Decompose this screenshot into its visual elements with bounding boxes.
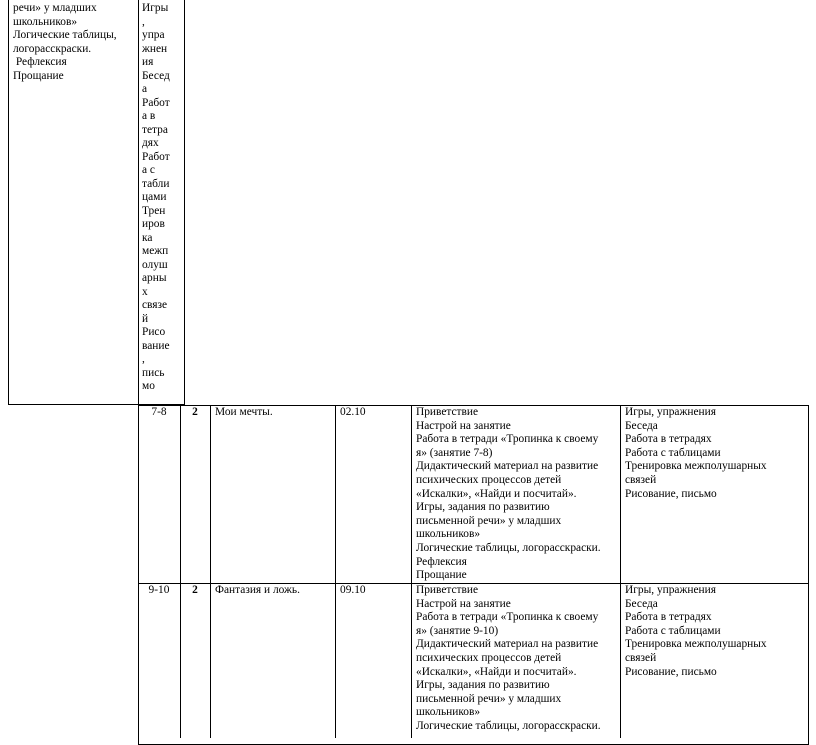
text-line: табли xyxy=(142,177,170,190)
text-line: Логические таблицы, логорасскраски. xyxy=(416,719,601,732)
text-line: связей xyxy=(625,473,657,486)
lesson-topic xyxy=(215,584,333,598)
text-line: Работа в тетради «Тропинка к своему xyxy=(416,433,599,446)
text-line: мо xyxy=(142,380,155,392)
text-line: Работа в тетрадях xyxy=(625,433,712,446)
top-narrow-cell xyxy=(142,2,184,394)
text-line: Дидактический материал на развитие xyxy=(416,460,599,473)
lesson-date-text: 09.10 xyxy=(340,584,366,596)
text-line: Рисование, письмо xyxy=(625,665,717,678)
text-line: Приветствие xyxy=(416,406,479,418)
text-line: Бесед xyxy=(142,69,170,82)
text-line: дях xyxy=(142,137,159,149)
text-line: связе xyxy=(142,299,168,311)
col-divider xyxy=(335,405,336,738)
text-line: Настрой на занятие xyxy=(416,597,511,610)
top-table-divider xyxy=(138,0,139,405)
col-divider xyxy=(411,405,412,738)
lesson-content xyxy=(416,406,618,583)
text-line: я» (занятие 7-8) xyxy=(416,446,493,459)
text-line: ия xyxy=(142,56,154,68)
text-line: психических процессов детей xyxy=(416,473,562,486)
text-line: Прощание xyxy=(416,569,467,582)
top-left-cell xyxy=(13,2,135,84)
text-line: письменной речи» у младших xyxy=(416,514,562,527)
lesson-date xyxy=(340,584,408,598)
text-line: Работа в тетрадях xyxy=(625,611,712,624)
text-line: школьников» xyxy=(416,706,481,719)
text-line: школьников» xyxy=(416,528,481,541)
text-line: тетра xyxy=(142,123,168,136)
text-line: й xyxy=(142,312,149,325)
text-line: Тренировка межполушарных xyxy=(625,638,767,651)
text-line: письменной речи» у младших xyxy=(416,692,562,705)
col-divider xyxy=(210,405,211,738)
lesson-forms xyxy=(625,584,807,679)
text-line: Настрой на занятие xyxy=(416,419,511,432)
text-line: цами xyxy=(142,191,167,203)
lesson-number-text: 9-10 xyxy=(148,584,170,596)
col-divider xyxy=(180,405,181,738)
lesson-hours xyxy=(181,406,209,420)
text-line: Рефлексия xyxy=(416,555,467,568)
lesson-number xyxy=(139,406,179,420)
lesson-topic-text: Фантазия и ложь. xyxy=(215,584,300,596)
text-line: Рисо xyxy=(142,326,166,338)
text-line: пись xyxy=(142,366,165,379)
text-line: а xyxy=(142,83,148,95)
text-line: Игры xyxy=(142,2,169,14)
text-line: Беседа xyxy=(625,597,658,610)
text-line: Логические таблицы, xyxy=(13,29,117,42)
lesson-content xyxy=(416,584,618,734)
text-line: Работ xyxy=(142,150,170,163)
lesson-date xyxy=(340,406,408,420)
text-line: Прощание xyxy=(13,69,64,82)
text-line: Работа с таблицами xyxy=(625,624,721,637)
col-divider xyxy=(620,405,621,738)
text-line: «Искалки», «Найди и посчитай». xyxy=(416,665,577,678)
text-line: школьников» xyxy=(13,15,78,28)
text-line: Трен xyxy=(142,204,166,217)
text-line: Игры, упражнения xyxy=(625,406,716,418)
text-line: упра xyxy=(142,29,165,41)
text-line: Игры, упражнения xyxy=(625,584,716,596)
lesson-forms xyxy=(625,406,807,501)
text-line: а в xyxy=(142,110,156,122)
text-line: Рисование, письмо xyxy=(625,487,717,500)
text-line: вание xyxy=(142,339,170,352)
lesson-topic-text: Мои мечты. xyxy=(215,406,273,418)
text-line: иров xyxy=(142,218,165,230)
text-line: Работ xyxy=(142,96,170,109)
text-line: , xyxy=(142,15,145,28)
lesson-hours xyxy=(181,584,209,598)
text-line: жнен xyxy=(142,42,168,55)
text-line: х xyxy=(142,285,148,298)
text-line: Логические таблицы, логорасскраски. xyxy=(416,541,601,554)
lesson-number-text: 7-8 xyxy=(151,406,167,418)
text-line: я» (занятие 9-10) xyxy=(416,624,499,637)
text-line: Работа в тетради «Тропинка к своему xyxy=(416,611,599,624)
text-line: , xyxy=(142,353,145,365)
text-line: Приветствие xyxy=(416,584,479,596)
lesson-number xyxy=(139,584,179,598)
text-line: Работа с таблицами xyxy=(625,446,721,459)
text-line: арны xyxy=(142,272,167,284)
text-line: Игры, задания по развитию xyxy=(416,679,550,692)
text-line: межп xyxy=(142,245,169,257)
text-line: связей xyxy=(625,651,657,664)
text-line: психических процессов детей xyxy=(416,651,562,664)
text-line: ка xyxy=(142,231,153,244)
text-line: речи» у младших xyxy=(13,2,97,14)
text-line: Рефлексия xyxy=(13,56,67,69)
text-line: «Искалки», «Найди и посчитай». xyxy=(416,487,577,500)
text-line: Тренировка межполушарных xyxy=(625,460,767,473)
lesson-topic xyxy=(215,406,333,420)
lesson-hours-text: 2 xyxy=(192,584,198,596)
lesson-hours-text: 2 xyxy=(192,406,198,418)
text-line: логорасскраски. xyxy=(13,42,92,55)
text-line: а с xyxy=(142,164,155,176)
text-line: Игры, задания по развитию xyxy=(416,501,550,514)
text-line: олуш xyxy=(142,258,168,271)
text-line: Дидактический материал на развитие xyxy=(416,638,599,651)
text-line: Беседа xyxy=(625,419,658,432)
lesson-date-text: 02.10 xyxy=(340,406,366,418)
